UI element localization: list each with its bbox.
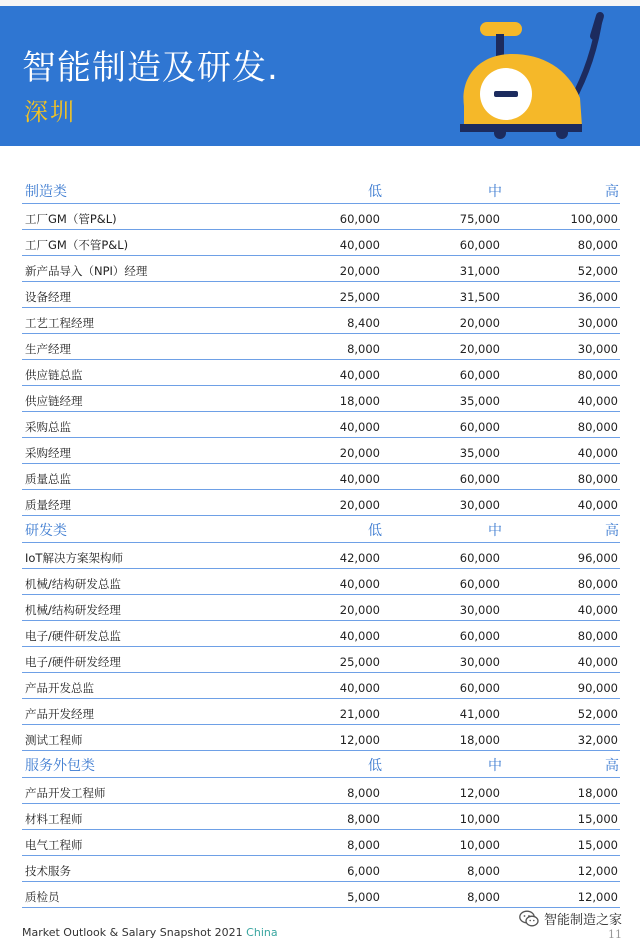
- salary-low: 40,000: [339, 420, 380, 434]
- table-row: [22, 621, 620, 647]
- salary-low: 8,000: [347, 786, 380, 800]
- table-row: [22, 204, 620, 230]
- salary-high: 100,000: [570, 212, 618, 226]
- col-mid-header: 中: [488, 758, 502, 774]
- salary-low: 40,000: [339, 577, 380, 591]
- salary-high: 32,000: [577, 733, 618, 747]
- table-row: [22, 778, 620, 804]
- salary-mid: 60,000: [459, 420, 500, 434]
- salary-high: 96,000: [577, 551, 618, 565]
- salary-low: 8,000: [347, 838, 380, 852]
- job-title: 工厂GM（不管P&L): [25, 238, 129, 252]
- section-title: 制造类: [25, 184, 67, 200]
- salary-high: 52,000: [577, 264, 618, 278]
- col-high-header: 高: [605, 758, 619, 774]
- salary-low: 8,000: [347, 812, 380, 826]
- city-subtitle: 深圳: [24, 98, 76, 126]
- table-row: [22, 830, 620, 856]
- salary-high: 12,000: [577, 864, 618, 878]
- salary-low: 5,000: [347, 890, 380, 904]
- salary-mid: 8,000: [467, 864, 500, 878]
- salary-mid: 60,000: [459, 577, 500, 591]
- section-title: 服务外包类: [25, 758, 95, 774]
- job-title: 设备经理: [25, 290, 71, 304]
- table-row: [22, 438, 620, 464]
- job-title: 电气工程师: [25, 838, 83, 852]
- job-title: 供应链总监: [25, 368, 83, 382]
- table-row: [22, 595, 620, 621]
- header-banner: [0, 6, 640, 146]
- salary-mid: 12,000: [459, 786, 500, 800]
- job-title: 电子/硬件研发经理: [25, 655, 121, 669]
- salary-high: 40,000: [577, 446, 618, 460]
- col-mid-header: 中: [488, 523, 502, 539]
- salary-low: 40,000: [339, 368, 380, 382]
- table-row: [22, 386, 620, 412]
- salary-low: 40,000: [339, 681, 380, 695]
- salary-low: 20,000: [339, 264, 380, 278]
- job-title: 机械/结构研发经理: [25, 603, 121, 617]
- table-row: [22, 673, 620, 699]
- job-title: IoT解决方案架构师: [25, 551, 123, 565]
- table-row: [22, 856, 620, 882]
- job-title: 质量总监: [25, 472, 71, 486]
- job-title: 机械/结构研发总监: [25, 577, 121, 591]
- salary-mid: 8,000: [467, 890, 500, 904]
- salary-mid: 60,000: [459, 551, 500, 565]
- job-title: 工艺工程经理: [25, 316, 94, 330]
- salary-mid: 60,000: [459, 368, 500, 382]
- salary-mid: 60,000: [459, 681, 500, 695]
- salary-mid: 35,000: [459, 394, 500, 408]
- salary-high: 80,000: [577, 629, 618, 643]
- col-high-header: 高: [605, 184, 619, 200]
- exercise-bike-icon: [450, 6, 620, 146]
- salary-high: 80,000: [577, 368, 618, 382]
- salary-mid: 10,000: [459, 838, 500, 852]
- table-row: [22, 412, 620, 438]
- salary-mid: 18,000: [459, 733, 500, 747]
- table-row: [22, 282, 620, 308]
- salary-mid: 41,000: [459, 707, 500, 721]
- salary-low: 21,000: [339, 707, 380, 721]
- col-low-header: 低: [368, 184, 382, 200]
- salary-high: 30,000: [577, 342, 618, 356]
- salary-mid: 30,000: [459, 498, 500, 512]
- job-title: 供应链经理: [25, 394, 83, 408]
- salary-high: 52,000: [577, 707, 618, 721]
- salary-high: 80,000: [577, 472, 618, 486]
- salary-high: 40,000: [577, 394, 618, 408]
- salary-low: 8,400: [347, 316, 380, 330]
- salary-mid: 30,000: [459, 603, 500, 617]
- salary-high: 80,000: [577, 577, 618, 591]
- col-low-header: 低: [368, 758, 382, 774]
- table-row: [22, 569, 620, 595]
- salary-low: 40,000: [339, 238, 380, 252]
- salary-low: 20,000: [339, 498, 380, 512]
- salary-mid: 60,000: [459, 472, 500, 486]
- job-title: 采购经理: [25, 446, 71, 460]
- job-title: 新产品导入（NPI）经理: [25, 264, 148, 278]
- job-title: 工厂GM（管P&L): [25, 212, 117, 226]
- page-title: 智能制造及研发.: [22, 48, 279, 88]
- salary-low: 12,000: [339, 733, 380, 747]
- salary-mid: 60,000: [459, 629, 500, 643]
- salary-low: 42,000: [339, 551, 380, 565]
- salary-high: 40,000: [577, 603, 618, 617]
- salary-high: 15,000: [577, 812, 618, 826]
- job-title: 质检员: [25, 890, 60, 904]
- salary-high: 90,000: [577, 681, 618, 695]
- salary-table: [22, 177, 620, 908]
- footer-text: Market Outlook & Salary Snapshot 2021: [22, 926, 243, 939]
- table-row: [22, 882, 620, 908]
- salary-mid: 31,500: [459, 290, 500, 304]
- salary-high: 40,000: [577, 498, 618, 512]
- salary-low: 8,000: [347, 342, 380, 356]
- job-title: 产品开发总监: [25, 681, 94, 695]
- section-title: 研发类: [25, 523, 67, 539]
- section-header-outsourcing: [22, 751, 620, 778]
- salary-mid: 20,000: [459, 316, 500, 330]
- salary-low: 20,000: [339, 446, 380, 460]
- col-high-header: 高: [605, 523, 619, 539]
- salary-low: 18,000: [339, 394, 380, 408]
- salary-mid: 30,000: [459, 655, 500, 669]
- job-title: 材料工程师: [25, 812, 83, 826]
- salary-mid: 31,000: [459, 264, 500, 278]
- table-row: [22, 308, 620, 334]
- table-row: [22, 334, 620, 360]
- salary-low: 6,000: [347, 864, 380, 878]
- salary-high: 18,000: [577, 786, 618, 800]
- salary-mid: 75,000: [459, 212, 500, 226]
- job-title: 质量经理: [25, 498, 71, 512]
- table-row: [22, 256, 620, 282]
- table-row: [22, 230, 620, 256]
- salary-high: 80,000: [577, 420, 618, 434]
- salary-low: 25,000: [339, 290, 380, 304]
- salary-high: 30,000: [577, 316, 618, 330]
- section-header-manufacturing: [22, 177, 620, 204]
- salary-low: 40,000: [339, 472, 380, 486]
- section-header-rnd: [22, 516, 620, 543]
- table-row: [22, 360, 620, 386]
- salary-low: 25,000: [339, 655, 380, 669]
- job-title: 电子/硬件研发总监: [25, 629, 121, 643]
- col-low-header: 低: [368, 523, 382, 539]
- salary-low: 60,000: [339, 212, 380, 226]
- table-row: [22, 490, 620, 516]
- salary-mid: 35,000: [459, 446, 500, 460]
- footer-country: China: [246, 926, 278, 939]
- table-row: [22, 464, 620, 490]
- job-title: 测试工程师: [25, 733, 83, 747]
- footer: [22, 926, 278, 939]
- salary-high: 15,000: [577, 838, 618, 852]
- table-row: [22, 699, 620, 725]
- table-row: [22, 543, 620, 569]
- table-row: [22, 725, 620, 751]
- salary-high: 36,000: [577, 290, 618, 304]
- table-row: [22, 647, 620, 673]
- col-mid-header: 中: [488, 184, 502, 200]
- salary-mid: 10,000: [459, 812, 500, 826]
- salary-high: 12,000: [577, 890, 618, 904]
- table-row: [22, 804, 620, 830]
- salary-mid: 20,000: [459, 342, 500, 356]
- job-title: 生产经理: [25, 342, 71, 356]
- salary-high: 80,000: [577, 238, 618, 252]
- page-number: 11: [608, 928, 622, 941]
- wechat-icon: [519, 910, 539, 928]
- job-title: 产品开发工程师: [25, 786, 106, 800]
- wechat-watermark: [519, 909, 622, 928]
- salary-mid: 60,000: [459, 238, 500, 252]
- job-title: 采购总监: [25, 420, 71, 434]
- job-title: 技术服务: [25, 864, 71, 878]
- salary-low: 40,000: [339, 629, 380, 643]
- salary-high: 40,000: [577, 655, 618, 669]
- watermark-text: 智能制造之家: [543, 913, 622, 928]
- salary-low: 20,000: [339, 603, 380, 617]
- job-title: 产品开发经理: [25, 707, 94, 721]
